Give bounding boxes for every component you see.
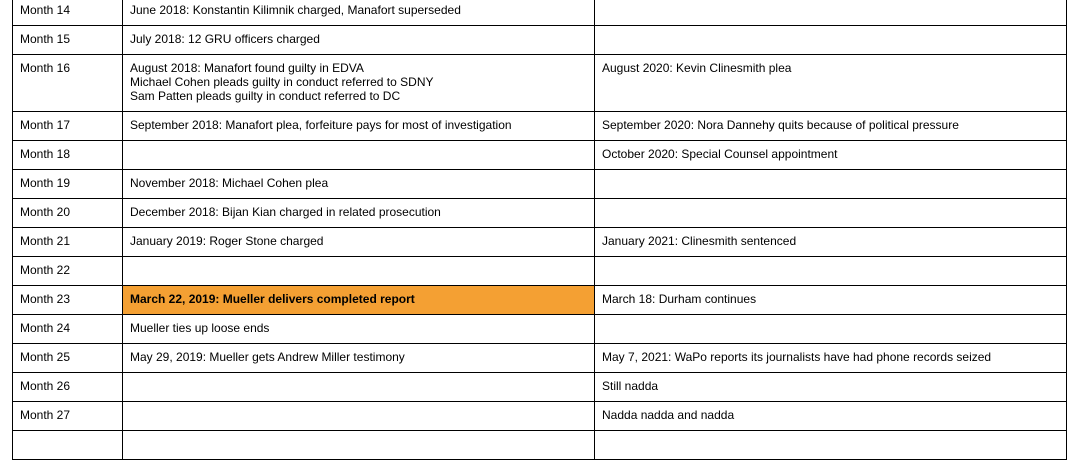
month-cell: Month 18 xyxy=(13,141,123,170)
event-text: May 29, 2019: Mueller gets Andrew Miller testimony xyxy=(130,350,405,364)
durham-event-cell xyxy=(595,112,1067,141)
event-text: August 2020: Kevin Clinesmith plea xyxy=(602,61,792,75)
event-text: September 2020: Nora Dannehy quits because of political pressure xyxy=(602,118,959,132)
durham-event-cell xyxy=(595,402,1067,431)
event-text: January 2019: Roger Stone charged xyxy=(130,234,324,248)
month-cell: Month 19 xyxy=(13,170,123,199)
event-text: December 2018: Bijan Kian charged in related prosecution xyxy=(130,205,441,219)
mueller-event-cell xyxy=(123,402,595,431)
timeline-table-body xyxy=(13,0,1067,460)
event-text: Mueller ties up loose ends xyxy=(130,321,270,335)
event-text: Sam Patten pleads guilty in conduct referred to DC xyxy=(130,89,401,103)
mueller-event-cell xyxy=(123,141,595,170)
table-row xyxy=(13,315,1067,344)
event-text: October 2020: Special Counsel appointment xyxy=(602,147,838,161)
table-row xyxy=(13,170,1067,199)
mueller-event-cell xyxy=(123,112,595,141)
durham-event-cell xyxy=(595,199,1067,228)
event-text: May 7, 2021: WaPo reports its journalists have had phone records seized xyxy=(602,350,992,364)
durham-event-cell xyxy=(595,286,1067,315)
mueller-event-cell xyxy=(123,26,595,55)
table-row xyxy=(13,257,1067,286)
month-cell: Month 27 xyxy=(13,402,123,431)
timeline-document xyxy=(12,0,1066,460)
durham-event-cell xyxy=(595,170,1067,199)
durham-event-cell xyxy=(595,55,1067,112)
durham-event-cell xyxy=(595,373,1067,402)
table-row xyxy=(13,199,1067,228)
durham-event-cell xyxy=(595,0,1067,26)
durham-event-cell xyxy=(595,141,1067,170)
mueller-event-cell xyxy=(123,344,595,373)
month-cell: Month 14 xyxy=(13,0,123,26)
durham-event-cell xyxy=(595,431,1067,460)
table-row xyxy=(13,373,1067,402)
event-text: March 22, 2019: Mueller delivers completed report xyxy=(130,292,415,306)
event-text: September 2018: Manafort plea, forfeiture pays for most of investigation xyxy=(130,118,512,132)
timeline-table xyxy=(12,0,1067,460)
durham-event-cell xyxy=(595,315,1067,344)
table-row xyxy=(13,55,1067,112)
event-text: June 2018: Konstantin Kilimnik charged, Manafort superseded xyxy=(130,3,461,17)
table-row-partial xyxy=(13,431,1067,460)
mueller-event-cell xyxy=(123,55,595,112)
event-text: Michael Cohen pleads guilty in conduct referred to SDNY xyxy=(130,75,434,89)
month-cell: Month 22 xyxy=(13,257,123,286)
durham-event-cell xyxy=(595,228,1067,257)
month-cell: Month 17 xyxy=(13,112,123,141)
mueller-event-cell xyxy=(123,315,595,344)
table-row xyxy=(13,112,1067,141)
durham-event-cell xyxy=(595,344,1067,373)
mueller-event-cell-highlighted xyxy=(123,286,595,315)
table-row xyxy=(13,141,1067,170)
month-cell xyxy=(13,431,123,460)
durham-event-cell xyxy=(595,257,1067,286)
event-text: March 18: Durham continues xyxy=(602,292,757,306)
table-row xyxy=(13,228,1067,257)
event-text: Nadda nadda and nadda xyxy=(602,408,735,422)
mueller-event-cell xyxy=(123,373,595,402)
table-row xyxy=(13,26,1067,55)
month-cell: Month 24 xyxy=(13,315,123,344)
mueller-event-cell xyxy=(123,199,595,228)
table-row xyxy=(13,344,1067,373)
month-cell: Month 26 xyxy=(13,373,123,402)
event-text: July 2018: 12 GRU officers charged xyxy=(130,32,320,46)
month-cell: Month 20 xyxy=(13,199,123,228)
event-text: November 2018: Michael Cohen plea xyxy=(130,176,329,190)
mueller-event-cell xyxy=(123,431,595,460)
table-row xyxy=(13,0,1067,26)
month-cell: Month 21 xyxy=(13,228,123,257)
month-cell: Month 25 xyxy=(13,344,123,373)
mueller-event-cell xyxy=(123,170,595,199)
table-row-highlighted xyxy=(13,286,1067,315)
table-row xyxy=(13,402,1067,431)
month-cell: Month 16 xyxy=(13,55,123,112)
event-text: January 2021: Clinesmith sentenced xyxy=(602,234,797,248)
event-text: August 2018: Manafort found guilty in EDVA xyxy=(130,61,364,75)
mueller-event-cell xyxy=(123,0,595,26)
month-cell: Month 23 xyxy=(13,286,123,315)
event-text: Still nadda xyxy=(602,379,659,393)
month-cell: Month 15 xyxy=(13,26,123,55)
durham-event-cell xyxy=(595,26,1067,55)
mueller-event-cell xyxy=(123,257,595,286)
mueller-event-cell xyxy=(123,228,595,257)
